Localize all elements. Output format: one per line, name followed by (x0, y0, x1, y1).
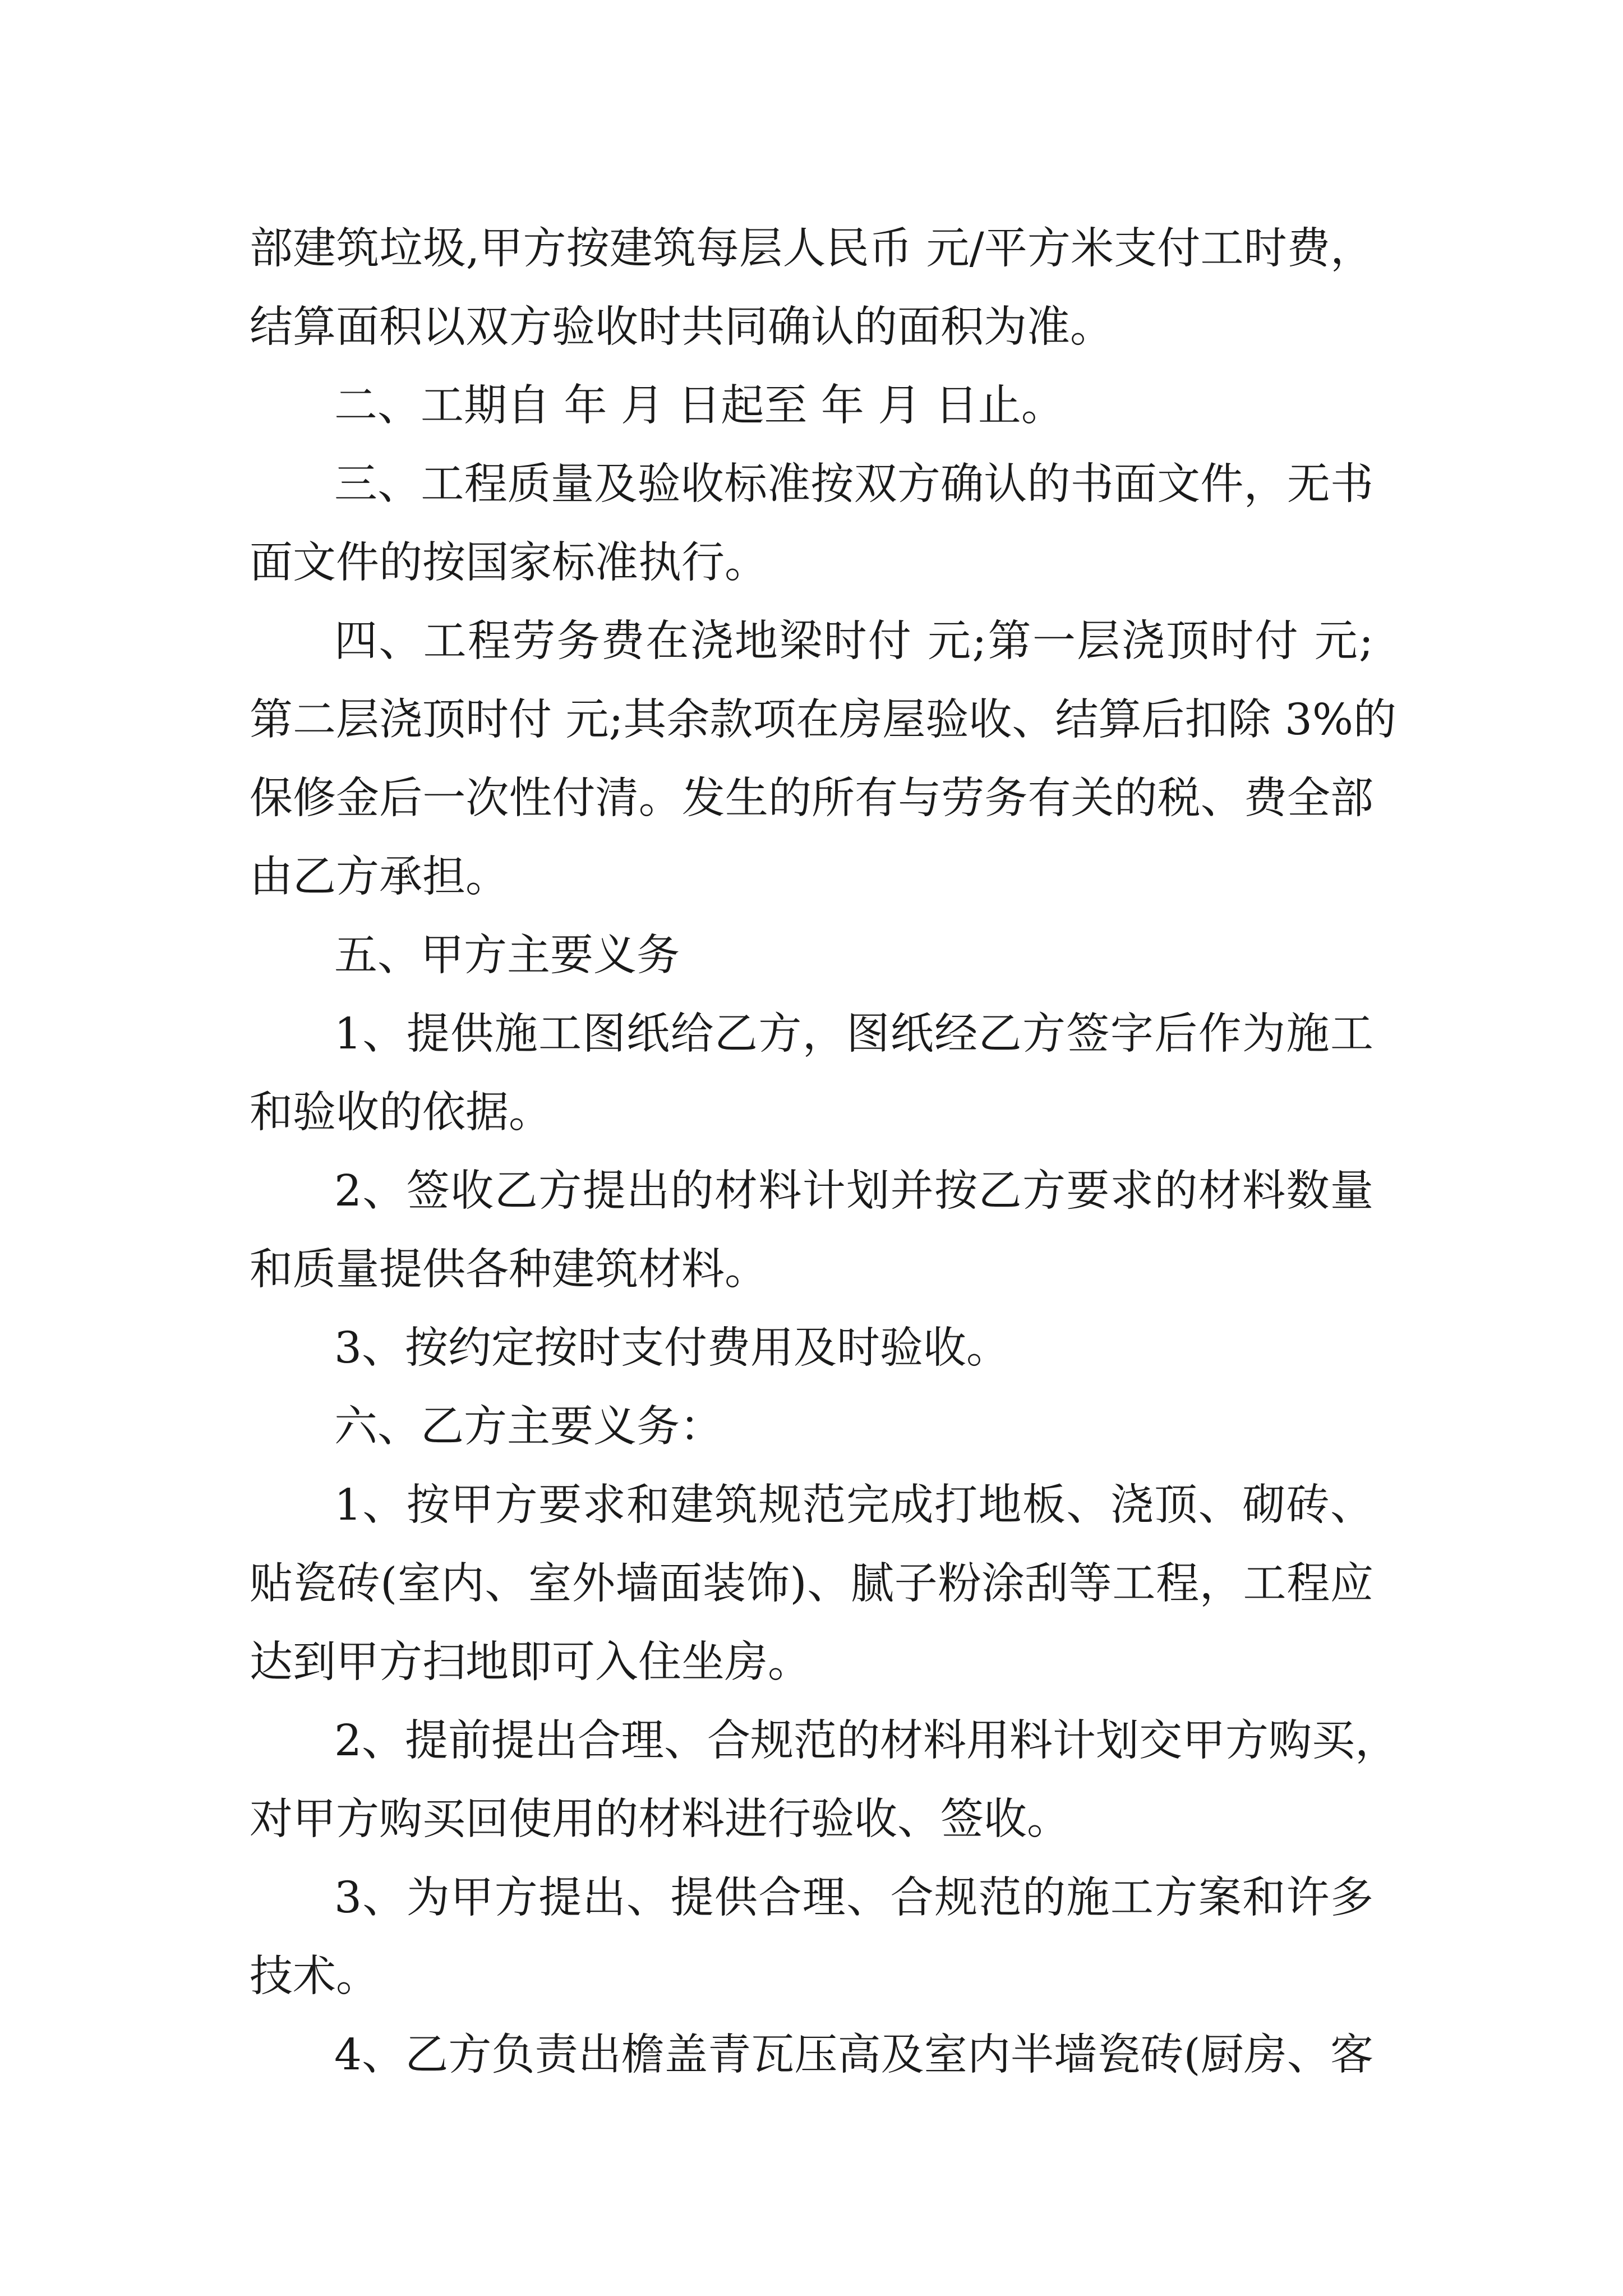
text-line: 部建筑垃圾,甲方按建筑每层人民币 元/平方米支付工时费， (250, 223, 1373, 274)
text-line: 2、提前提出合理、合规范的材料用料计划交甲方购买， (334, 1715, 1398, 1766)
paragraph-12-line-0 (334, 2012, 1373, 2090)
text-line: 结算面积以双方验收时共同确认的面积为准。 (250, 302, 1113, 352)
text-line: 1、按甲方要求和建筑规范完成打地板、浇顶、砌砖、 (334, 1480, 1373, 1530)
paragraph-3-line-3 (250, 834, 1373, 912)
text-line: 保修金后一次性付清。发生的所有与劳务有关的税、费全部 (250, 773, 1373, 823)
text-line: 和质量提供各种建筑材料。 (250, 1244, 768, 1295)
paragraph-5-line-0 (334, 991, 1373, 1069)
text-line: 1、提供施工图纸给乙方，图纸经乙方签字后作为施工 (334, 1009, 1373, 1059)
text-line: 贴瓷砖(室内、室外墙面装饰)、腻子粉涂刮等工程，工程应 (250, 1558, 1373, 1609)
text-line: 4、乙方负责出檐盖青瓦压高及室内半墙瓷砖(厨房、客 (334, 2030, 1373, 2080)
paragraph-1-line-0 (334, 362, 1373, 441)
paragraph-0-line-1 (250, 284, 1373, 362)
text-line: 三、工程质量及验收标准按双方确认的书面文件，无书 (334, 459, 1373, 509)
paragraph-2-line-1 (250, 519, 1373, 598)
paragraph-10-line-1 (250, 1776, 1373, 1855)
section-heading: 六、乙方主要义务： (334, 1401, 723, 1452)
paragraph-10-line-0 (334, 1697, 1398, 1776)
paragraph-6-line-0 (334, 1148, 1373, 1226)
paragraph-2-line-0 (334, 441, 1373, 519)
paragraph-9-line-2 (250, 1619, 1373, 1697)
text-line: 3、为甲方提出、提供合理、合规范的施工方案和许多 (334, 1872, 1373, 1923)
text-line: 第二层浇顶时付 元;其余款项在房屋验收、结算后扣除 3%的 (250, 694, 1397, 745)
paragraph-8-line-0 (334, 1383, 1373, 1462)
paragraph-11-line-0 (334, 1855, 1373, 1933)
text-line: 四、工程劳务费在浇地梁时付 元;第一层浇顶时付 元; (334, 616, 1373, 666)
text-line: 2、签收乙方提出的材料计划并按乙方要求的材料数量 (334, 1166, 1373, 1216)
paragraph-9-line-1 (250, 1540, 1373, 1619)
text-line: 3、按约定按时支付费用及时验收。 (334, 1323, 1009, 1373)
paragraph-11-line-1 (250, 1933, 1373, 2012)
paragraph-7-line-0 (334, 1305, 1373, 1383)
text-line: 和验收的依据。 (250, 1087, 552, 1138)
section-heading: 五、甲方主要义务 (334, 930, 680, 981)
paragraph-3-line-1 (250, 677, 1397, 755)
text-line: 达到甲方扫地即可入住坐房。 (250, 1637, 811, 1687)
paragraph-5-line-1 (250, 1069, 1373, 1148)
paragraph-3-line-0 (334, 598, 1373, 677)
text-line: 由乙方承担。 (250, 852, 509, 902)
paragraph-9-line-0 (334, 1462, 1373, 1540)
text-line: 面文件的按国家标准执行。 (250, 537, 768, 588)
text-line: 对甲方购买回使用的材料进行验收、签收。 (250, 1794, 1070, 1844)
paragraph-6-line-1 (250, 1226, 1373, 1305)
paragraph-3-line-2 (250, 755, 1373, 834)
paragraph-4-line-0 (334, 912, 1373, 991)
paragraph-0-line-0 (250, 205, 1373, 284)
text-line: 二、工期自 年 月 日起至 年 月 日止。 (334, 380, 1064, 431)
text-line: 技术。 (250, 1951, 379, 2001)
